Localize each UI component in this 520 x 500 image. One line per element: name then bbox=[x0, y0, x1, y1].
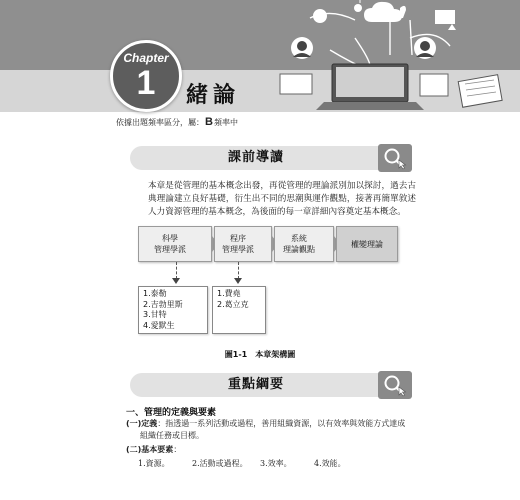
elements-label: (二)基本要素 bbox=[126, 445, 174, 454]
frequency-grade: B bbox=[205, 116, 213, 128]
list-item: 4.愛默生 bbox=[143, 320, 175, 330]
flow-box-scientific bbox=[138, 226, 212, 262]
definition-paragraph bbox=[126, 418, 405, 430]
section-title: 重點綱要 bbox=[227, 377, 284, 392]
dashed-connector bbox=[176, 262, 177, 279]
magnifier-cursor-icon bbox=[378, 371, 412, 399]
chapter-badge bbox=[110, 40, 182, 112]
list-item: 3.甘特 bbox=[143, 310, 167, 319]
chapter-number: 1 bbox=[136, 64, 156, 102]
elements-heading bbox=[126, 444, 181, 456]
chapter-banner bbox=[0, 0, 520, 112]
flow-box-label: 程序 管理學派 bbox=[222, 234, 254, 254]
dashed-connector bbox=[238, 262, 239, 279]
section-header-preview bbox=[130, 146, 412, 170]
list-item: 2.吉勃里斯 bbox=[143, 299, 183, 309]
flow-box-label: 科學 管理學派 bbox=[154, 234, 186, 254]
element-item: 1.資源。 bbox=[138, 459, 170, 468]
list-item: 2.葛立克 bbox=[217, 299, 249, 309]
flow-box-label: 權變理論 bbox=[351, 239, 383, 249]
element-item: 4.效能。 bbox=[314, 459, 346, 468]
arrow-down-icon bbox=[234, 278, 242, 284]
flow-box-label: 系統 理論觀點 bbox=[283, 234, 315, 254]
figure-caption: 圖1-1 本章架構圖 bbox=[224, 350, 296, 359]
elements-colon: ： bbox=[173, 445, 182, 454]
outline-heading: 一、管理的定義與要素 bbox=[126, 408, 217, 418]
section-header-outline bbox=[130, 373, 412, 397]
element-item: 2.活動或過程。 bbox=[192, 459, 248, 468]
list-item: 1.費堯 bbox=[217, 289, 241, 298]
definition-continued: 組織任務或目標。 bbox=[140, 431, 204, 440]
magnifier-cursor-icon bbox=[378, 144, 412, 172]
section-title: 課前導讀 bbox=[227, 150, 284, 165]
scientific-list bbox=[138, 286, 208, 334]
chapter-word: Chapter bbox=[123, 51, 169, 65]
intro-paragraph: 本章是從管理的基本概念出發，再從管理的理論派別加以探討，過去古典理論建立良好基礎，衍生出不同的思潮與運作觀點，接著再簡單敘述人力資源管理的基本概念，為後面的每一章詳細內容奠定基本概念。 bbox=[148, 181, 416, 217]
procedural-list bbox=[212, 286, 266, 334]
flow-box-contingency bbox=[336, 226, 398, 262]
element-item: 3.效率。 bbox=[260, 459, 292, 468]
chapter-title: 緒論 bbox=[186, 83, 241, 108]
network-illustration bbox=[260, 0, 520, 112]
frequency-note bbox=[116, 116, 238, 128]
flow-box-systems bbox=[274, 226, 334, 262]
definition-text: ：指透過一系列活動或過程，善用組織資源，以有效率與效能方式達成 bbox=[157, 419, 406, 428]
arrow-down-icon bbox=[172, 278, 180, 284]
frequency-suffix: 頻率中 bbox=[213, 118, 238, 127]
flow-box-procedural bbox=[214, 226, 272, 262]
frequency-prefix: 依據出題頻率區分，屬： bbox=[116, 118, 204, 127]
definition-label: (一)定義 bbox=[126, 419, 158, 428]
list-item: 1.泰勒 bbox=[143, 289, 167, 298]
